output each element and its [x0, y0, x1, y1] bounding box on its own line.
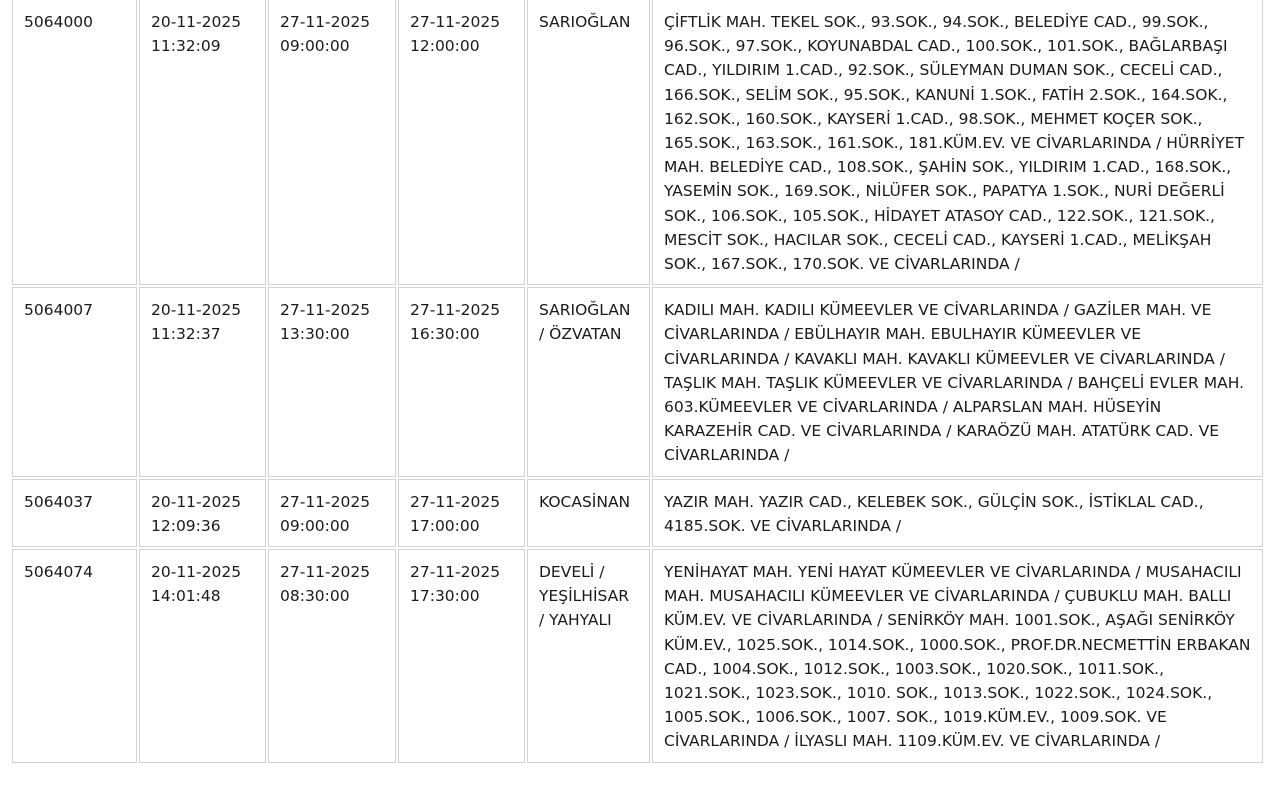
created-date: 20-11-2025	[151, 563, 242, 582]
outage-id-cell	[12, 287, 137, 476]
created-date: 20-11-2025	[151, 13, 242, 31]
start-datetime-cell	[268, 549, 396, 763]
district-name: YEŞİLHİSAR	[539, 587, 630, 606]
end-datetime-cell	[398, 287, 525, 476]
table-row	[12, 479, 1263, 547]
end-datetime-cell	[398, 549, 525, 763]
affected-addresses: YAZIR MAH. YAZIR CAD., KELEBEK SOK., GÜLÇİN SOK., İSTİKLAL CAD., 4185.SOK. VE CİVARLARINDA /	[664, 492, 1204, 535]
start-time: 09:00:00	[280, 516, 350, 535]
created-time: 12:09:36	[151, 516, 221, 535]
district-name: DEVELİ /	[539, 563, 605, 582]
start-datetime-cell	[268, 479, 396, 547]
affected-addresses: YENİHAYAT MAH. YENİ HAYAT KÜMEEVLER VE CİVARLARINDA / MUSAHACILI MAH. MUSAHACILI KÜMEEVLER VE CİVARLARINDA / ÇUBUKLU MAH. BALLI KÜM.EV. VE CİVARLARINDA / SENİRKÖY MAH. 1001.SOK., AŞAĞI SENİRKÖY KÜM.EV., 1025.SOK., 1014.SOK., 1000.SOK., PROF.DR.NECMETTİN ERBAKAN CAD., 1004.SOK., 1012.SOK., 1003.SOK., 1020.SOK., 1011.SOK., 1021.SOK., 1023.SOK., 1010. SOK., 1013.SOK., 1022.SOK., 1024.SOK., 1005.SOK., 1006.SOK., 1007. SOK., 1019.KÜM.EV., 1009.SOK. VE CİVARLARINDA / İLYASLI MAH. 1109.KÜM.EV. VE CİVARLARINDA /	[664, 563, 1251, 751]
affected-addresses: KADILI MAH. KADILI KÜMEEVLER VE CİVARLARINDA / GAZİLER MAH. VE CİVARLARINDA / EBÜLHAYIR MAH. EBULHAYIR KÜMEEVLER VE CİVARLARINDA / KAVAKLI MAH. KAVAKLI KÜMEEVLER VE CİVARLARINDA / TAŞLIK MAH. TAŞLIK KÜMEEVLER VE CİVARLARINDA / BAHÇELİ EVLER MAH. 603.KÜMEEVLER VE CİVARLARINDA / ALPARSLAN MAH. HÜSEYİN KARAZEHİR CAD. VE CİVARLARINDA / KARAÖZÜ MAH. ATATÜRK CAD. VE CİVARLARINDA /	[664, 301, 1245, 465]
end-date: 27-11-2025	[410, 492, 501, 511]
table-row	[12, 549, 1263, 763]
affected-addresses: ÇİFTLİK MAH. TEKEL SOK., 93.SOK., 94.SOK., BELEDİYE CAD., 99.SOK., 96.SOK., 97.SOK., KOYUNABDAL CAD., 100.SOK., 101.SOK., BAĞLARBAŞI CAD., YILDIRIM 1.CAD., 92.SOK., SÜLEYMAN DUMAN SOK., CECELİ CAD., 166.SOK., SELİM SOK., 95.SOK., KANUNİ 1.SOK., FATİH 2.SOK., 164.SOK., 162.SOK., 160.SOK., KAYSERİ 1.CAD., 98.SOK., MEHMET KOÇER SOK., 165.SOK., 163.SOK., 161.SOK., 181.KÜM.EV. VE CİVARLARINDA / HÜRRİYET MAH. BELEDİYE CAD., 108.SOK., ŞAHİN SOK., YILDIRIM 1.CAD., 168.SOK., YASEMİN SOK., 169.SOK., NİLÜFER SOK., PAPATYA 1.SOK., NURİ DEĞERLİ SOK., 106.SOK., 105.SOK., HİDAYET ATASOY CAD., 122.SOK., 121.SOK., MESCİT SOK., HACILAR SOK., CECELİ CAD., KAYSERİ 1.CAD., MELİKŞAH SOK., 167.SOK., 170.SOK. VE CİVARLARINDA /	[664, 13, 1245, 274]
district-name: / YAHYALI	[539, 611, 612, 630]
start-date: 27-11-2025	[280, 13, 371, 31]
district-cell	[527, 0, 650, 285]
outage-id: 5064007	[24, 301, 94, 320]
table-row	[12, 287, 1263, 476]
outage-table	[10, 0, 1265, 765]
district-name: / ÖZVATAN	[539, 325, 622, 344]
outage-id-cell	[12, 0, 137, 285]
outage-id-cell	[12, 479, 137, 547]
outage-id-cell	[12, 549, 137, 763]
start-date: 27-11-2025	[280, 563, 371, 582]
end-time: 17:00:00	[410, 516, 480, 535]
end-time: 17:30:00	[410, 587, 480, 606]
address-cell	[652, 479, 1263, 547]
end-date: 27-11-2025	[410, 301, 501, 320]
start-date: 27-11-2025	[280, 492, 371, 511]
address-cell	[652, 549, 1263, 763]
start-time: 09:00:00	[280, 37, 350, 56]
end-datetime-cell	[398, 479, 525, 547]
created-datetime-cell	[139, 479, 266, 547]
created-datetime-cell	[139, 287, 266, 476]
address-cell	[652, 287, 1263, 476]
end-time: 16:30:00	[410, 325, 480, 344]
created-datetime-cell	[139, 549, 266, 763]
end-date: 27-11-2025	[410, 13, 501, 31]
created-date: 20-11-2025	[151, 492, 242, 511]
created-time: 14:01:48	[151, 587, 221, 606]
outage-table-body	[12, 0, 1263, 763]
outage-id: 5064074	[24, 563, 94, 582]
outage-id: 5064037	[24, 492, 94, 511]
created-time: 11:32:09	[151, 37, 221, 56]
start-time: 13:30:00	[280, 325, 350, 344]
district-name: SARIOĞLAN	[539, 13, 631, 31]
start-time: 08:30:00	[280, 587, 350, 606]
end-datetime-cell	[398, 0, 525, 285]
district-cell	[527, 479, 650, 547]
created-date: 20-11-2025	[151, 301, 242, 320]
table-row	[12, 0, 1263, 285]
district-name: KOCASİNAN	[539, 492, 631, 511]
start-datetime-cell	[268, 0, 396, 285]
created-time: 11:32:37	[151, 325, 221, 344]
district-cell	[527, 549, 650, 763]
address-cell	[652, 0, 1263, 285]
start-date: 27-11-2025	[280, 301, 371, 320]
district-cell	[527, 287, 650, 476]
district-name: SARIOĞLAN	[539, 301, 631, 320]
end-time: 12:00:00	[410, 37, 480, 56]
outage-id: 5064000	[24, 13, 94, 31]
created-datetime-cell	[139, 0, 266, 285]
end-date: 27-11-2025	[410, 563, 501, 582]
start-datetime-cell	[268, 287, 396, 476]
